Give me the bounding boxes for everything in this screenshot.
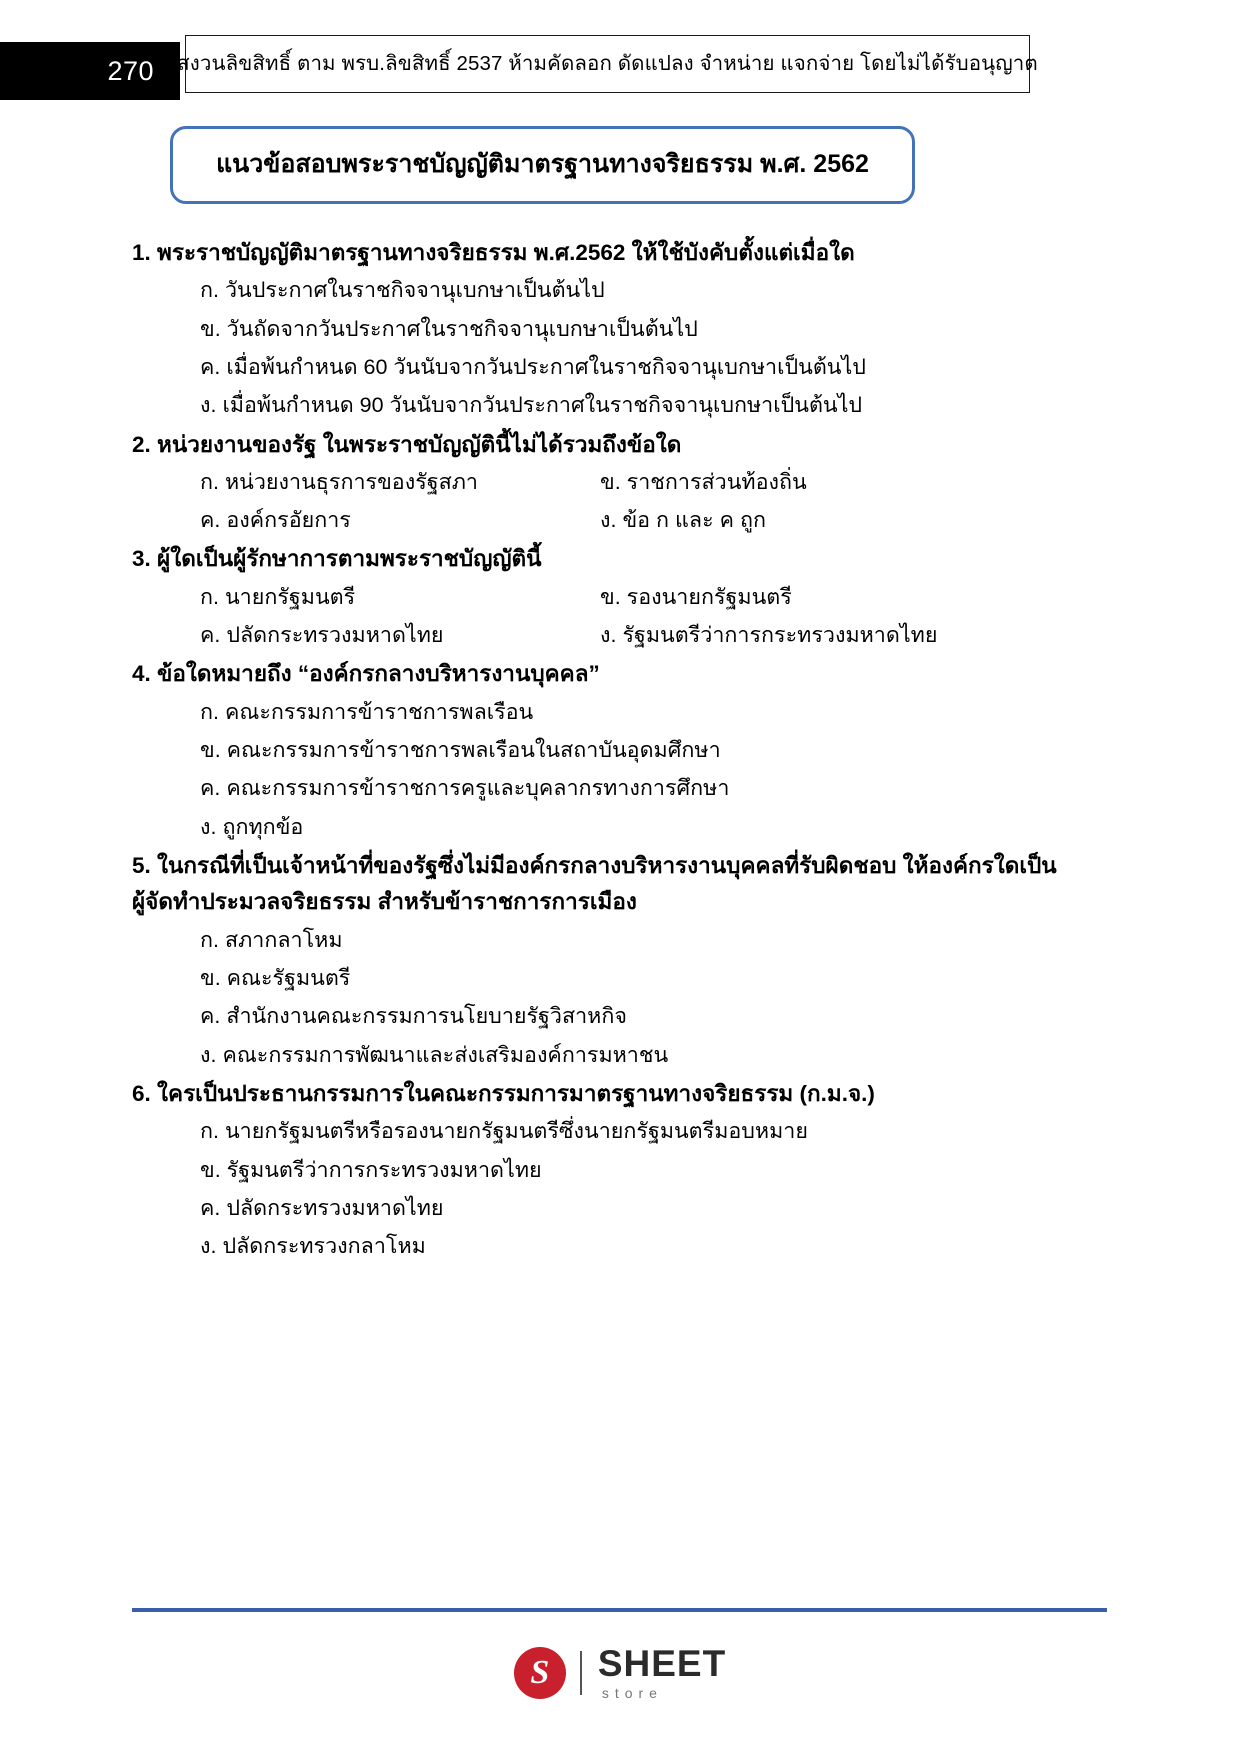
choice-text: เมื่อพ้นกำหนด 60 วันนับจากวันประกาศในราชกิจจานุเบกษาเป็นต้นไป bbox=[226, 354, 866, 379]
choice-text: คณะกรรมการข้าราชการพลเรือนในสถาบันอุดมศึกษา bbox=[226, 738, 721, 763]
choice-row-pair bbox=[200, 463, 1130, 501]
choice-row[interactable] bbox=[200, 271, 1130, 309]
choice-cell[interactable] bbox=[200, 463, 600, 501]
choice-label: ง. bbox=[600, 508, 617, 533]
choice-row[interactable] bbox=[200, 1112, 1130, 1150]
page-title: แนวข้อสอบพระราชบัญญัติมาตรฐานทางจริยธรรม พ.ศ. 2562 bbox=[216, 150, 869, 179]
choice-list bbox=[0, 578, 1240, 655]
choice-text: ราชการส่วนท้องถิ่น bbox=[626, 469, 807, 494]
choice-text: ข้อ ก และ ค ถูก bbox=[622, 508, 766, 533]
choice-text: สภากลาโหม bbox=[224, 927, 343, 952]
choice-list bbox=[0, 463, 1240, 540]
choice-label: ข. bbox=[200, 316, 221, 341]
choice-label: ข. bbox=[200, 966, 221, 991]
choice-text: ปลัดกระทรวงกลาโหม bbox=[222, 1234, 426, 1259]
question-body: พระราชบัญญัติมาตรฐานทางจริยธรรม พ.ศ.2562 ให้ใช้บังคับตั้งแต่เมื่อใด bbox=[157, 240, 855, 265]
choice-label: ค. bbox=[200, 623, 221, 648]
footer-logo bbox=[0, 1645, 1240, 1700]
question-body: ในกรณีที่เป็นเจ้าหน้าที่ของรัฐซึ่งไม่มีองค์กรกลางบริหารงานบุคคลที่รับผิดชอบ ให้องค์กรใดเป็น bbox=[157, 852, 1057, 878]
question-block bbox=[0, 235, 1240, 425]
choice-row-pair bbox=[200, 501, 1130, 539]
choice-label: ง. bbox=[600, 623, 617, 648]
choice-list bbox=[0, 1112, 1240, 1265]
choice-row-pair bbox=[200, 616, 1130, 654]
choice-cell[interactable] bbox=[600, 501, 1130, 539]
choice-text: ปลัดกระทรวงมหาดไทย bbox=[226, 623, 444, 648]
choice-label: ค. bbox=[200, 1004, 221, 1029]
sheet-store-logo-icon bbox=[514, 1647, 566, 1699]
choice-label: ค. bbox=[200, 1195, 221, 1220]
choice-text: คณะรัฐมนตรี bbox=[226, 966, 351, 991]
choice-row[interactable] bbox=[200, 997, 1130, 1035]
question-block bbox=[0, 427, 1240, 540]
question-text bbox=[0, 427, 1240, 463]
question-text bbox=[0, 1076, 1240, 1112]
question-number: 4. bbox=[132, 661, 151, 687]
choice-label: ง. bbox=[200, 1234, 217, 1259]
question-body: ใครเป็นประธานกรรมการในคณะกรรมการมาตรฐานทางจริยธรรม (ก.ม.จ.) bbox=[157, 1080, 875, 1106]
choice-row[interactable] bbox=[200, 731, 1130, 769]
logo-wordmark bbox=[598, 1645, 726, 1700]
choice-label: ง. bbox=[200, 1042, 217, 1067]
question-text bbox=[0, 235, 1240, 271]
choice-text: รัฐมนตรีว่าการกระทรวงมหาดไทย bbox=[622, 623, 938, 648]
choice-text: คณะกรรมการข้าราชการครูและบุคลากรทางการศึกษา bbox=[226, 776, 730, 801]
choice-row[interactable] bbox=[200, 693, 1130, 731]
choice-label: ง. bbox=[200, 393, 217, 418]
page-number: 270 bbox=[107, 55, 154, 86]
choice-row[interactable] bbox=[200, 959, 1130, 997]
choice-cell[interactable] bbox=[200, 578, 600, 616]
choice-row[interactable] bbox=[200, 348, 1130, 386]
question-number: 3. bbox=[132, 546, 151, 572]
question-block bbox=[0, 541, 1240, 654]
choice-row[interactable] bbox=[200, 1036, 1130, 1074]
choice-cell[interactable] bbox=[200, 616, 600, 654]
choice-label: ค. bbox=[200, 508, 221, 533]
choice-text: เมื่อพ้นกำหนด 90 วันนับจากวันประกาศในราชกิจจานุเบกษาเป็นต้นไป bbox=[222, 393, 863, 418]
choice-label: ข. bbox=[200, 1157, 221, 1182]
logo-brand-primary: SHEET bbox=[597, 1643, 727, 1684]
choice-row[interactable] bbox=[200, 1189, 1130, 1227]
choice-text: นายกรัฐมนตรี bbox=[224, 584, 356, 609]
choice-row[interactable] bbox=[200, 808, 1130, 846]
choice-list bbox=[0, 271, 1240, 424]
choice-label: ก. bbox=[200, 1119, 219, 1144]
page-number-tab bbox=[0, 42, 180, 100]
choice-row[interactable] bbox=[200, 921, 1130, 959]
question-text-continued: ผู้จัดทำประมวลจริยธรรม สำหรับข้าราชการการเมือง bbox=[132, 889, 637, 915]
copyright-text: สงวนลิขสิทธิ์ ตาม พรบ.ลิขสิทธิ์ 2537 ห้ามคัดลอก ดัดแปลง จำหน่าย แจกจ่าย โดยไม่ได้รับอนุญาต bbox=[177, 51, 1038, 75]
question-body: หน่วยงานของรัฐ ในพระราชบัญญัตินี้ไม่ได้รวมถึงข้อใด bbox=[157, 431, 682, 457]
choice-label: ก. bbox=[200, 469, 219, 494]
logo-letter: S bbox=[530, 1653, 550, 1691]
question-body: ข้อใดหมายถึง “องค์กรกลางบริหารงานบุคคล” bbox=[157, 661, 600, 687]
choice-text: ถูกทุกข้อ bbox=[222, 814, 304, 839]
choice-label: ก. bbox=[200, 699, 219, 724]
question-number: 2. bbox=[132, 431, 151, 457]
choice-label: ค. bbox=[200, 354, 221, 379]
logo-brand-secondary: store bbox=[601, 1685, 663, 1701]
question-number: 1. bbox=[132, 240, 151, 265]
choice-label: ง. bbox=[200, 814, 217, 839]
choice-list bbox=[0, 693, 1240, 846]
question-number: 6. bbox=[132, 1080, 151, 1106]
choice-label: ค. bbox=[200, 776, 221, 801]
choice-text: หน่วยงานธุรการของรัฐสภา bbox=[224, 469, 478, 494]
choice-text: รัฐมนตรีว่าการกระทรวงมหาดไทย bbox=[226, 1157, 542, 1182]
question-block bbox=[0, 1076, 1240, 1266]
question-body: ผู้ใดเป็นผู้รักษาการตามพระราชบัญญัตินี้ bbox=[157, 546, 542, 572]
choice-text: สำนักงานคณะกรรมการนโยบายรัฐวิสาหกิจ bbox=[226, 1004, 627, 1029]
copyright-banner bbox=[177, 35, 1038, 93]
choice-text: วันถัดจากวันประกาศในราชกิจจานุเบกษาเป็นต้นไป bbox=[226, 316, 698, 341]
question-text bbox=[0, 656, 1240, 692]
choice-text: ปลัดกระทรวงมหาดไทย bbox=[226, 1195, 444, 1220]
choice-row[interactable] bbox=[200, 769, 1130, 807]
choice-label: ก. bbox=[200, 927, 219, 952]
question-block bbox=[0, 656, 1240, 846]
choice-row[interactable] bbox=[200, 386, 1130, 424]
choice-cell[interactable] bbox=[600, 616, 1130, 654]
choice-list bbox=[0, 921, 1240, 1074]
question-text bbox=[0, 541, 1240, 577]
logo-divider bbox=[580, 1651, 582, 1695]
question-number: 5. bbox=[132, 852, 151, 878]
choice-cell[interactable] bbox=[600, 578, 1130, 616]
choice-cell[interactable] bbox=[600, 463, 1130, 501]
choice-text: องค์กรอัยการ bbox=[226, 508, 351, 533]
choice-label: ข. bbox=[200, 738, 221, 763]
choice-text: รองนายกรัฐมนตรี bbox=[626, 584, 792, 609]
choice-text: นายกรัฐมนตรีหรือรองนายกรัฐมนตรีซึ่งนายกรัฐมนตรีมอบหมาย bbox=[224, 1119, 808, 1144]
choice-row[interactable] bbox=[200, 1151, 1130, 1189]
question-text bbox=[0, 848, 1240, 884]
choice-label: ก. bbox=[200, 584, 219, 609]
choice-label: ข. bbox=[600, 469, 621, 494]
choice-row-pair bbox=[200, 578, 1130, 616]
choice-label: ก. bbox=[200, 278, 219, 303]
choice-cell[interactable] bbox=[200, 501, 600, 539]
choice-text: วันประกาศในราชกิจจานุเบกษาเป็นต้นไป bbox=[224, 278, 605, 303]
question-list bbox=[0, 235, 1240, 1267]
choice-row[interactable] bbox=[200, 310, 1130, 348]
choice-text: คณะกรรมการพัฒนาและส่งเสริมองค์การมหาชน bbox=[222, 1042, 669, 1067]
question-block bbox=[0, 848, 1240, 1074]
choice-label: ข. bbox=[600, 584, 621, 609]
choice-row[interactable] bbox=[200, 1227, 1130, 1265]
choice-text: คณะกรรมการข้าราชการพลเรือน bbox=[224, 699, 534, 724]
page-title-box bbox=[170, 126, 915, 204]
footer-divider bbox=[132, 1608, 1107, 1612]
